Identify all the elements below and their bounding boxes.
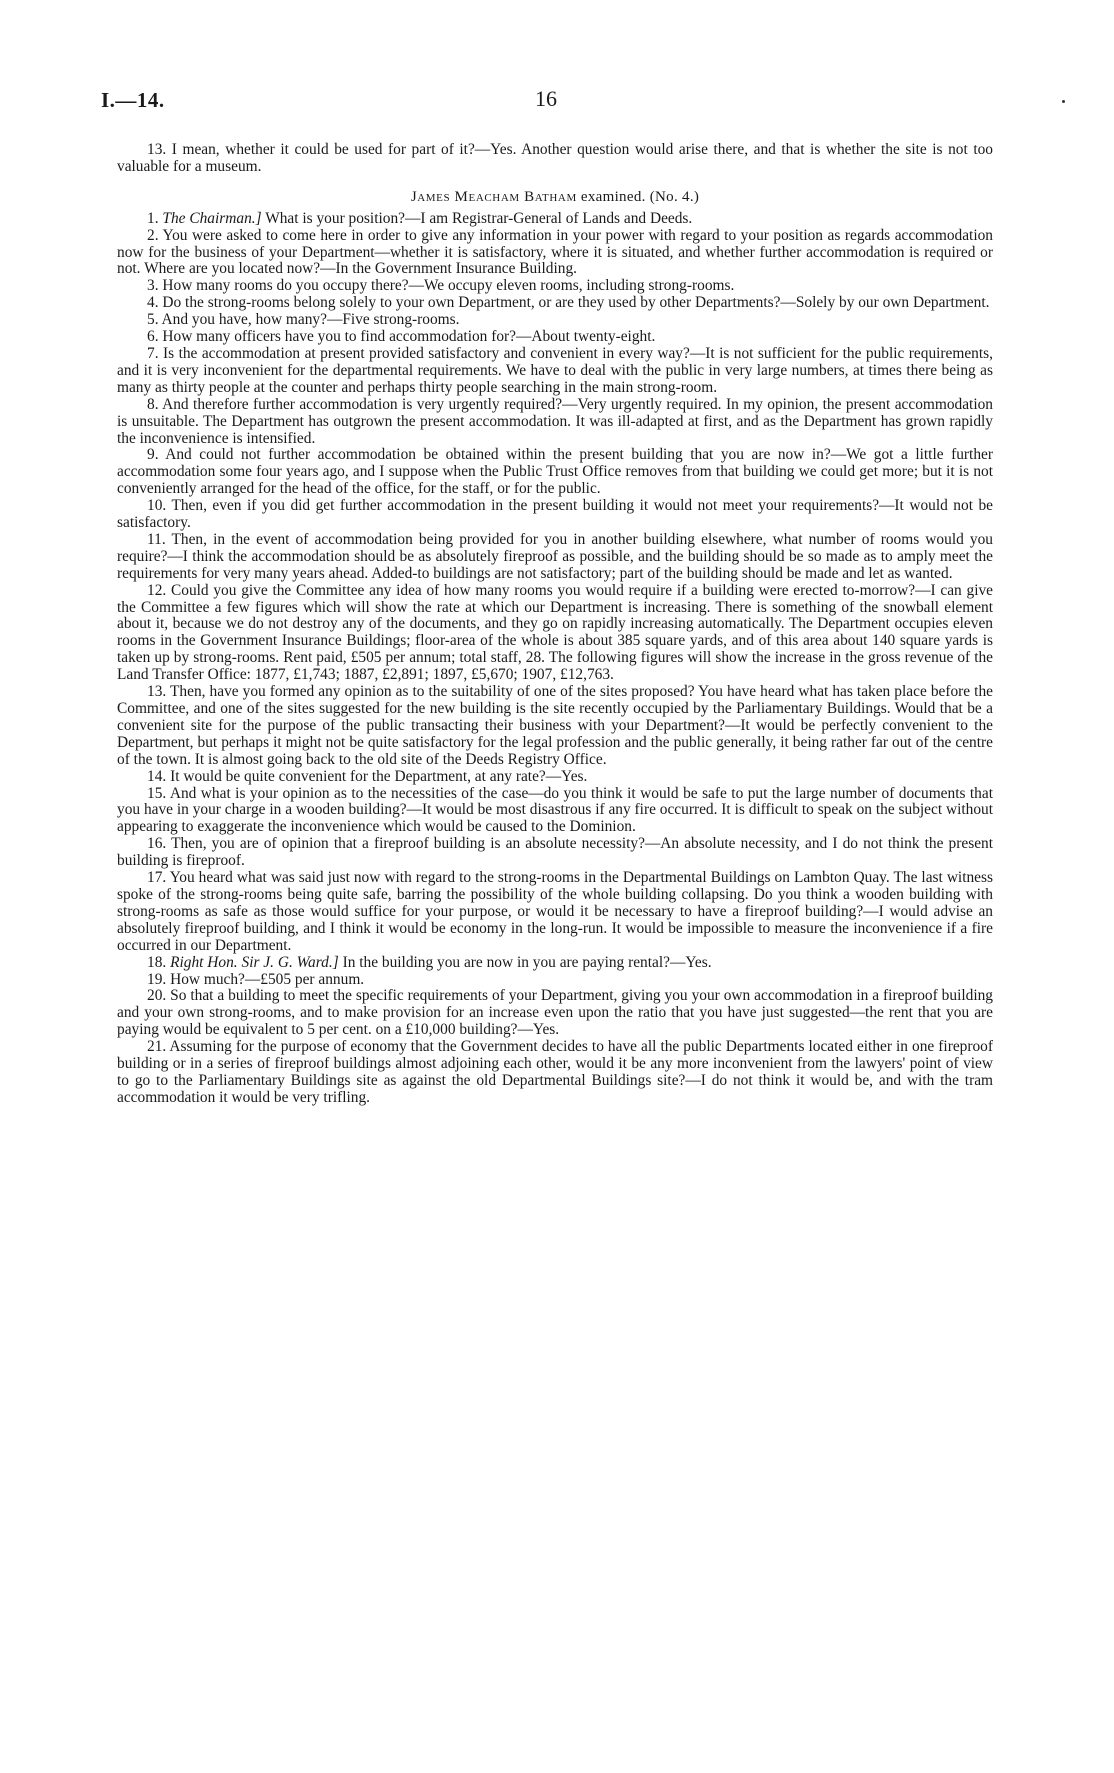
paragraph-6: 6. How many officers have you to find accommodation for?—About twenty-eight. xyxy=(147,328,656,346)
paragraph-5: 5. And you have, how many?—Five strong-rooms. xyxy=(147,311,460,329)
paragraph-17: 17. You heard what was said just now with regard to the strong-rooms in the Departmental Buildings on Lambton Quay. The last witness spoke of the strong-rooms being quite safe, barring the possibility of the whole building collapsing. Do you think a wooden building with strong-rooms as safe as those would suffice for your purpose, or would it be necessary to have a fireproof building?—I would advise an absolutely fireproof building, and I think it would be economy in the long-run. It would be impossible to measure the inconvenience if a fire occurred in our Department. xyxy=(117,869,993,954)
paragraph-15: 15. And what is your opinion as to the necessities of the case—do you think it would be safe to put the large number of documents that you have in your charge in a wooden building?—It would be most disastrous if any fire occurred. It is difficult to speak on the subject without appearing to exaggerate the inconvenience which would be caused to the Dominion. xyxy=(117,784,993,836)
witness-heading xyxy=(117,189,993,206)
paragraph-11: 11. Then, in the event of accommodation being provided for you in another building elsewhere, what number of rooms would you require?—I think the accommodation should be as absolutely fireproof as possible, and the building should be so made as to amply meet the requirements for very many years ahead. Added-to buildings are not satisfactory; part of the building should be made and let as wanted. xyxy=(117,530,993,582)
para-text: In the building you are now in you are paying rental?—Yes. xyxy=(342,953,712,971)
paragraph-14: 14. It would be quite convenient for the Department, at any rate?—Yes. xyxy=(147,767,588,785)
minutes-body xyxy=(117,142,993,1107)
paragraph-10: 10. Then, even if you did get further accommodation in the present building it would not meet your requirements?—It would not be satisfactory. xyxy=(117,497,993,532)
para-number: 18. xyxy=(147,953,167,971)
paragraph-18 xyxy=(117,955,993,972)
paragraph-1 xyxy=(117,211,993,228)
speaker-name: Right Hon. Sir J. G. Ward.] xyxy=(170,953,339,971)
paragraph-20: 20. So that a building to meet the specific requirements of your Department, giving you your own accommodation in a fireproof building and your own strong-rooms, and to make provision for an increase even upon the ratio that you have just suggested—the rent that you are paying would be equivalent to 5 per cent. on a £10,000 building?—Yes. xyxy=(117,987,993,1039)
paragraph-19: 19. How much?—£505 per annum. xyxy=(147,970,365,988)
speaker-name: The Chairman.] xyxy=(162,209,262,227)
para-text: What is your position?—I am Registrar-General of Lands and Deeds. xyxy=(265,209,693,227)
paragraph-3: 3. How many rooms do you occupy there?—We occupy eleven rooms, including strong-rooms. xyxy=(147,277,735,295)
witness-name: James Meacham Batham xyxy=(410,188,577,205)
page-number: 16 xyxy=(535,86,557,111)
paragraph-2: 2. You were asked to come here in order to give any information in your power with regard to your position as regards accommodation now for the business of your Department—whether it is satisfactory, where it is situated, and whether further accommodation is required or not. Where are you located now?—In the Government Insurance Building. xyxy=(117,226,993,278)
stray-mark xyxy=(1062,100,1065,103)
paper-reference: I.—14. xyxy=(101,88,165,112)
paragraph-7: 7. Is the accommodation at present provided satisfactory and convenient in every way?—It is not sufficient for the public requirements, and it is very inconvenient for the departmental requirements. We have to deal with the public in very large numbers, at times there being as many as thirty people at the counter and perhaps thirty people searching in the main strong-room. xyxy=(117,344,993,396)
paragraph-16: 16. Then, you are of opinion that a fireproof building is an absolute necessity?—An absolute necessity, and I do not think the present building is fireproof. xyxy=(117,835,993,870)
witness-heading-rest: examined. (No. 4.) xyxy=(580,188,700,205)
paragraph-21: 21. Assuming for the purpose of economy that the Government decides to have all the public Departments located either in one fireproof building or in a series of fireproof buildings almost adjoining each other, would it be any more inconvenient from the lawyers' point of view to go to the Parliamentary Buildings site as against the old Departmental Buildings site?—I do not think it would be, and with the tram accommodation it would be very trifling. xyxy=(117,1038,993,1106)
para-number: 1. xyxy=(147,209,159,227)
paragraph-13: 13. Then, have you formed any opinion as to the suitability of one of the sites proposed? You have heard what has taken place before the Committee, and one of the sites suggested for the new building is the site recently occupied by the Parliamentary Buildings. Would that be a convenient site for the purpose of the public transacting their business with your Department?—It would be perfectly convenient to the Department, but perhaps it might not be quite satisfactory for the legal profession and the public generally, it being rather far out of the centre of the town. It is almost going back to the old site of the Deeds Registry Office. xyxy=(117,683,993,768)
paragraph-13-continued: 13. I mean, whether it could be used for part of it?—Yes. Another question would arise there, and that is whether the site is not too valuable for a museum. xyxy=(117,141,993,175)
paragraph-12: 12. Could you give the Committee any idea of how many rooms you would require if a building were erected to-morrow?—I can give the Committee a few figures which will show the rate at which our Department is increasing. There is something of the snowball element about it, because we do not destroy any of the documents, and they go on rapidly increasing automatically. The Department occupies eleven rooms in the Government Insurance Buildings; floor-area of the whole is about 385 square yards, and of this area about 140 square yards is taken up by strong-rooms. Rent paid, £505 per annum; total staff, 28. The following figures will show the increase in the gross revenue of the Land Transfer Office: 1877, £1,743; 1887, £2,891; 1897, £5,670; 1907, £12,763. xyxy=(117,581,993,684)
paragraph-9: 9. And could not further accommodation be obtained within the present building that you are now in?—We got a little further accommodation some four years ago, and I suppose when the Public Trust Office removes from that building we could get more; but it is not conveniently arranged for the head of the office, for the staff, or for the public. xyxy=(117,446,993,498)
paragraph-8: 8. And therefore further accommodation is very urgently required?—Very urgently required. In my opinion, the present accommodation is unsuitable. The Department has outgrown the present accommodation. It was ill-adapted at first, and as the Department has grown rapidly the inconvenience is intensified. xyxy=(117,395,993,447)
paragraph-4: 4. Do the strong-rooms belong solely to your own Department, or are they used by other Departments?—Solely by our own Department. xyxy=(147,294,990,312)
page-header xyxy=(0,84,1114,124)
